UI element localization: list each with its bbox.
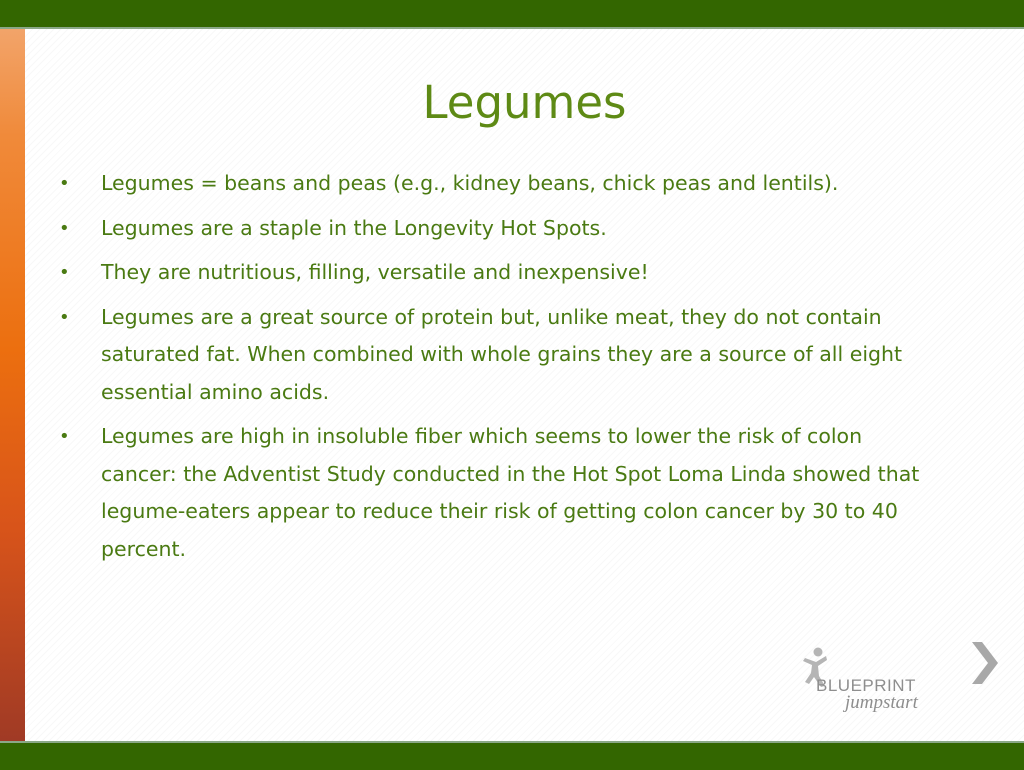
bullet-item <box>59 165 939 203</box>
logo-text: BLUEPRINT <box>816 676 916 695</box>
bullet-icon: • <box>59 262 70 283</box>
bullet-item <box>59 299 939 412</box>
logo-subtext: jumpstart <box>845 692 918 713</box>
slide-content <box>25 29 1024 741</box>
blueprint-jumpstart-logo <box>800 636 980 726</box>
side-stripe <box>0 29 25 741</box>
bullet-list <box>59 165 939 575</box>
bullet-text: Legumes = beans and peas (e.g., kidney beans, chick peas and lentils). <box>101 171 839 195</box>
bullet-icon: • <box>59 217 70 239</box>
bullet-item <box>59 254 939 292</box>
top-bar <box>0 0 1024 29</box>
bullet-text: Legumes are high in insoluble fiber which seems to lower the risk of colon cancer: the Adventist Study conducted in the Hot Spot Loma Linda showed that legume-eaters appear to reduce their risk of getting colon cancer by 30 to 40 percent. <box>101 424 920 561</box>
bullet-text: Legumes are a staple in the Longevity Hot Spots. <box>101 215 607 240</box>
bullet-text: Legumes are a great source of protein but, unlike meat, they do not contain saturated fat. When combined with whole grains they are a source of all eight essential amino acids. <box>101 304 903 404</box>
bullet-icon: • <box>59 306 70 328</box>
bottom-bar <box>0 741 1024 770</box>
bullet-icon: • <box>59 426 70 447</box>
bullet-text: They are nutritious, filling, versatile and inexpensive! <box>101 260 649 284</box>
slide-title: Legumes <box>422 76 627 129</box>
bullet-item <box>59 210 939 248</box>
chevron-right-icon <box>970 640 1000 686</box>
bullet-item <box>59 418 939 568</box>
bullet-icon: • <box>59 173 70 194</box>
